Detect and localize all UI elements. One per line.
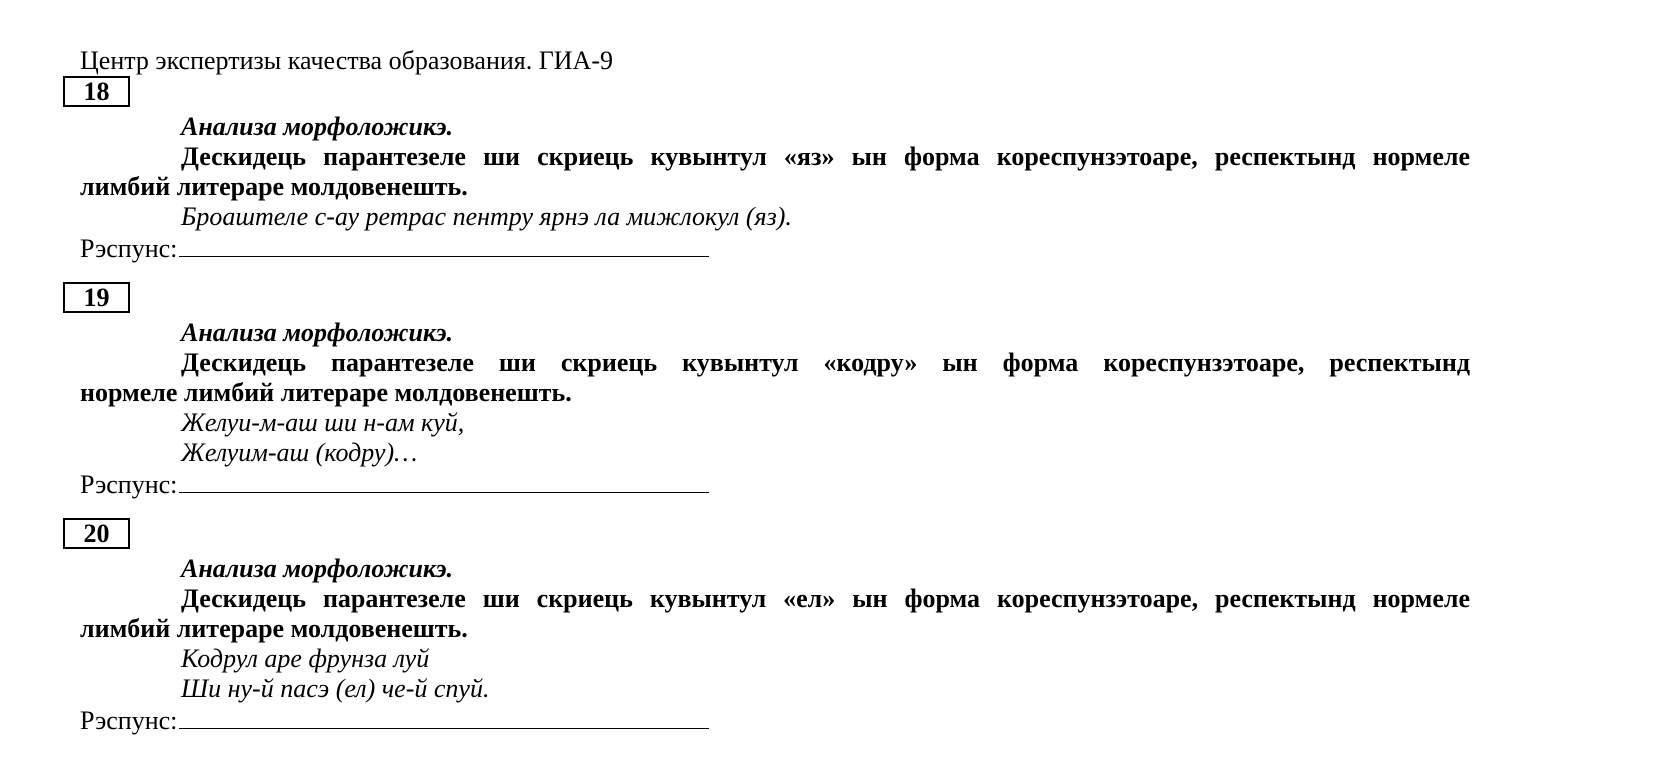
task-type: Анализа морфоложикэ.: [181, 112, 454, 141]
task-text-line: Броаштеле с-ау ретрас пентру ярнэ ла мижлокул (яз).: [181, 202, 792, 231]
answer-field[interactable]: [179, 232, 709, 257]
answer-label: Рэспунс:: [80, 234, 178, 263]
task-number-box: 18: [63, 76, 130, 107]
task-instruction-line1: Дескидець парантезеле ши скриець кувынтул «яз» ын форма кореспунзэтоаре, респектынд нормеле: [181, 142, 1470, 171]
answer-field[interactable]: [179, 704, 709, 729]
answer-row: [80, 704, 709, 736]
task-instruction-line2: лимбий литераре молдовенешть.: [80, 614, 468, 643]
answer-label: Рэспунс:: [80, 706, 178, 735]
task-text-line: Желуи-м-аш ши н-ам куй,: [181, 408, 465, 437]
answer-field[interactable]: [179, 468, 709, 493]
task-text-line: Желуим-аш (кодру)…: [181, 438, 418, 467]
answer-label: Рэспунс:: [80, 470, 178, 499]
task-type: Анализа морфоложикэ.: [181, 554, 454, 583]
task-instruction-line1: Дескидець парантезеле ши скриець кувынтул «кодру» ын форма кореспунзэтоаре, респектынд: [181, 348, 1470, 377]
page-header: Центр экспертизы качества образования. ГИА-9: [80, 46, 613, 75]
answer-row: [80, 468, 709, 500]
task-number-box: 20: [63, 518, 130, 549]
answer-row: [80, 232, 709, 264]
task-instruction-line2: лимбий литераре молдовенешть.: [80, 172, 468, 201]
task-text-line: Ши ну-й пасэ (ел) че-й спуй.: [181, 674, 490, 703]
task-text-line: Кодрул аре фрунза луй: [181, 644, 430, 673]
task-instruction-line1: Дескидець парантезеле ши скриець кувынтул «ел» ын форма кореспунзэтоаре, респектынд нормеле: [181, 584, 1470, 613]
task-number-box: 19: [63, 282, 130, 313]
task-type: Анализа морфоложикэ.: [181, 318, 454, 347]
task-instruction-line2: нормеле лимбий литераре молдовенешть.: [80, 378, 572, 407]
